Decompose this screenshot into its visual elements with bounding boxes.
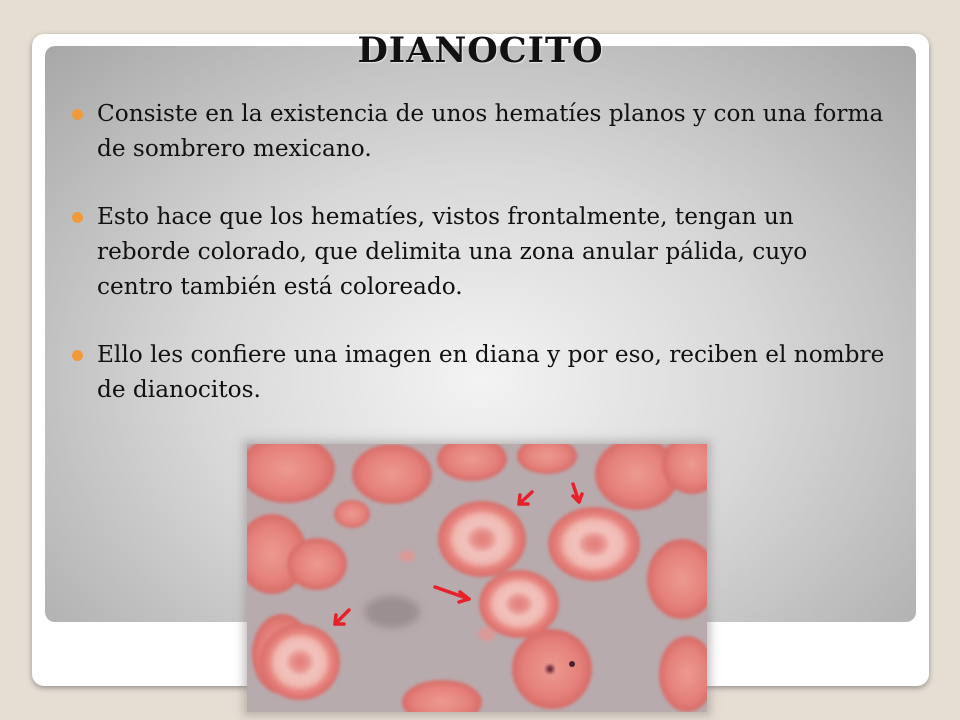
bullet-dot-icon [72,212,83,223]
bullet-text: Consiste en la existencia de unos hematíes planos y con una forma de sombrero mexicano. [97,100,884,162]
bullet-list [70,96,890,440]
slide-title: DIANOCITO [357,30,604,71]
bullet-text: Ello les confiere una imagen en diana y por eso, reciben el nombre de dianocitos. [97,341,885,403]
bullet-dot-icon [72,350,83,361]
bullet-item [70,337,890,407]
blood-smear-photo [247,444,707,712]
bullet-text: Esto hace que los hematíes, vistos frontalmente, tengan un reborde colorado, que delimita una zona anular pálida, cuyo centro también está coloreado. [97,203,808,300]
bullet-item [70,199,890,304]
bullet-item [70,96,890,166]
bullet-dot-icon [72,109,83,120]
